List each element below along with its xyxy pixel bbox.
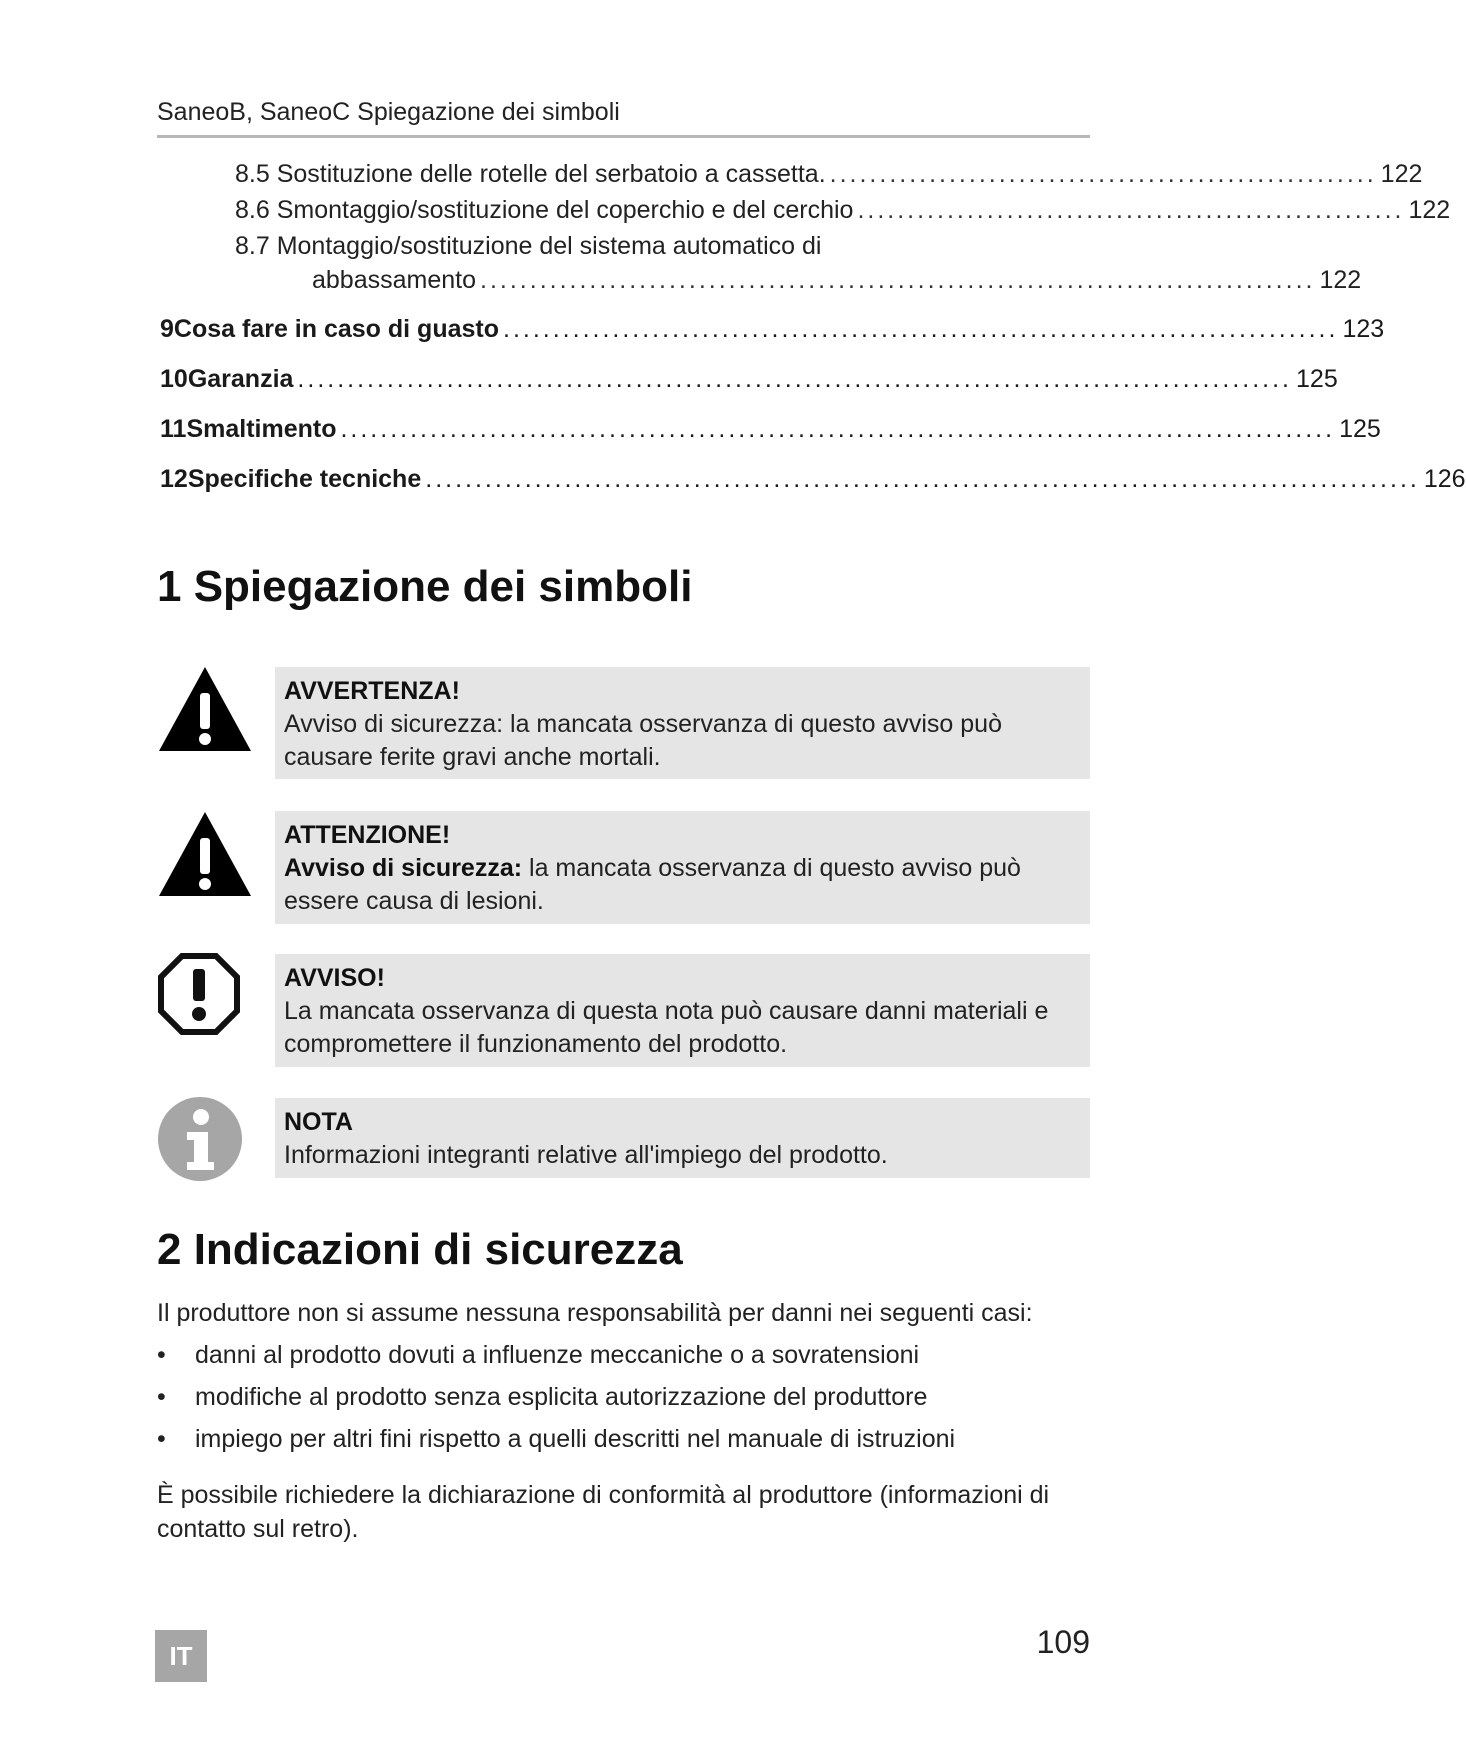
- toc-entry-8-6[interactable]: 8.6 Smontaggio/sostituzione del coperchio e del cerchio ....................................................... 122: [235, 196, 1451, 224]
- notice-warning: [275, 667, 1090, 779]
- toc-entry-8-5[interactable]: 8.5 Sostituzione delle rotelle del serbatoio a cassetta. ....................................................... 122: [235, 160, 1423, 188]
- liability-list: [157, 1338, 1092, 1464]
- toc-entry-10[interactable]: 10 Garanzia .................................................................................................... 125: [160, 365, 1338, 393]
- notice-nota: [275, 1098, 1090, 1178]
- notice-nota-text: Informazioni integranti relative all'impiego del prodotto.: [284, 1141, 888, 1169]
- notice-nota-title: NOTA: [284, 1108, 353, 1136]
- page-number: 109: [1036, 1624, 1090, 1660]
- toc-entry-9[interactable]: 9 Cosa fare in caso di guasto .................................................................................... 123: [160, 315, 1385, 343]
- notice-warning-title: AVVERTENZA!: [284, 677, 460, 705]
- toc-entry-11[interactable]: 11 Smaltimento .................................................................................................... 125: [160, 415, 1381, 443]
- language-badge: IT: [155, 1630, 207, 1682]
- list-item: • danni al prodotto dovuti a influenze meccaniche o a sovratensioni: [157, 1341, 920, 1369]
- notice-octagon-icon: [157, 952, 241, 1036]
- list-item: • impiego per altri fini rispetto a quelli descritti nel manuale di istruzioni: [157, 1425, 956, 1453]
- section-1-heading: 1 Spiegazione dei simboli: [157, 562, 693, 611]
- section-2-outro: È possibile richiedere la dichiarazione di conformità al produttore (informazioni di contatto sul retro).: [157, 1481, 1050, 1543]
- toc-entry-8-7-cont[interactable]: abbassamento .................................................................................... 122: [312, 266, 1362, 294]
- notice-caution-text: Avviso di sicurezza: la mancata osservanza di questo avviso può essere causa di lesioni.: [284, 854, 1021, 915]
- toc-entry-8-7[interactable]: 8.7 Montaggio/sostituzione del sistema automatico di: [235, 232, 822, 260]
- info-circle-icon: [157, 1096, 243, 1182]
- caution-triangle-icon: [157, 810, 253, 900]
- section-2-heading: 2 Indicazioni di sicurezza: [157, 1225, 683, 1274]
- toc-entry-12[interactable]: 12 Specifiche tecniche .................................................................................................... 126: [160, 465, 1466, 493]
- section-2-intro: Il produttore non si assume nessuna responsabilità per danni nei seguenti casi:: [157, 1299, 1033, 1327]
- notice-avviso: [275, 954, 1090, 1067]
- notice-avviso-text: La mancata osservanza di questa nota può causare danni materiali e compromettere il funzionamento del prodotto.: [284, 997, 1049, 1058]
- warning-triangle-icon: [157, 665, 253, 755]
- notice-caution: [275, 811, 1090, 924]
- notice-caution-title: ATTENZIONE!: [284, 821, 451, 849]
- notice-warning-text: Avviso di sicurezza: la mancata osservanza di questo avviso può causare ferite gravi anche mortali.: [284, 710, 1002, 771]
- running-header: SaneoB, SaneoC Spiegazione dei simboli: [157, 98, 1090, 138]
- notice-avviso-title: AVVISO!: [284, 964, 385, 992]
- list-item: • modifiche al prodotto senza esplicita autorizzazione del produttore: [157, 1383, 928, 1411]
